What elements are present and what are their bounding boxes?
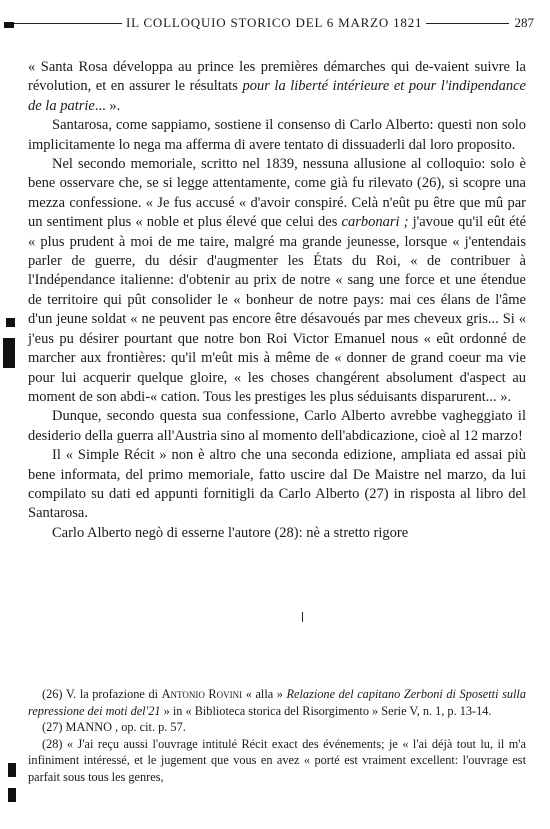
footnote-27: (27) MANNO , op. cit. p. 57. bbox=[42, 720, 186, 735]
paragraph-santarosa: Santarosa, come sappiamo, sostiene il consenso di Carlo Alberto: questi non solo implicitamente lo nega ma afferma di avere tentato di dissuaderli dal loro proposito. bbox=[28, 117, 526, 153]
text-cursor-mark bbox=[302, 612, 303, 622]
page-number: 287 bbox=[509, 15, 535, 31]
footnote-28: (28) « J'ai reçu aussi l'ouvrage intitulé Récit exact des événements; je « l'ai déjà tout lu, il m'a infiniment intéressé, et le jugement que vous en avez « porté est vraiment excellent: l'ouvrage est parfait sous tous les genres, bbox=[28, 736, 526, 784]
header-title: IL COLLOQUIO STORICO DEL 6 MARZO 1821 bbox=[122, 15, 426, 31]
quote-italic-text: pour la liberté intérieure et pour l'indipendance de la patrie bbox=[28, 78, 526, 114]
paragraph-text: Nel secondo memoriale, scritto nel 1839, nessuna allusione al colloquio: solo è bene osservare che, se si legge attentamente, come già fu rilevato (26), si scopre una mezza confessione. « Je fus accusé « d'avoir conspiré. Celà n'eût pu être que mû par un sentiment plus « noble et plus élevé que celui des bbox=[28, 156, 526, 231]
scan-artifact bbox=[4, 22, 14, 28]
paragraph-text-rest: j'avoue qu'il eût été « plus prudent à moi de me taire, malgré ma grande jeunesse, lorsque « j'entendais parler de guerre, du désir d'augmenter les États du Roi, « de contribuer à l'Indépendance italienne: d'obtenir au prix de notre « sang une force et une étendue de territoire qui pût consolider le « bonheur de notre pays: mai ces élans de l'âme d'un jeune soldat « ne peuvent pas encore être désavoués par mes cheveux gris... Si « j'eus pu désirer pourtant que notre bon Roi Victor Emanuel nous « eût ordonné de marcher aux frontières: qu'il m'eût mis à même de « donner de grand coeur ma vie pour lui acquerir quelque gloire, « les choses changérent absolument d'aspect au moment de son abdi-« cation. Tous les prestiges les plus séduisants disparurent... ». bbox=[28, 214, 527, 405]
scan-artifact bbox=[8, 763, 16, 777]
footnote-text: (26) V. la profazione di bbox=[42, 687, 159, 701]
quote-end: ... ». bbox=[94, 97, 121, 114]
quote-santa-rosa bbox=[28, 58, 526, 116]
footnote-author: Antonio Rovini bbox=[161, 687, 243, 701]
quote-text: « Santa Rosa développa au prince les premières démarches qui de-vaient suivre la révolution, et en assurer le résultats bbox=[28, 59, 526, 95]
footnote-italic-title: Relazione del capitano Zerboni di Sposetti sulla repressione dei moti del'21 bbox=[28, 687, 526, 718]
main-text bbox=[28, 58, 526, 543]
scan-artifact bbox=[6, 318, 15, 327]
footnote-26 bbox=[28, 686, 526, 719]
paragraph-simple-recit: Il « Simple Récit » non è altro che una seconda edizione, ampliata ed assai più bene informata, del primo memoriale, fatto uscire dal De Maistre nel marzo, da lui compilato su dati ed appunti fornitigli da Carlo Alberto (27) in risposta al libro del Santarosa. bbox=[28, 447, 526, 522]
footnote-text-c: » in « Biblioteca storica del Risorgimento » Serie V, n. 1, p. 13-14. bbox=[163, 703, 492, 718]
running-header bbox=[10, 13, 534, 39]
footnote-text-b: « alla » bbox=[245, 687, 283, 701]
paragraph-dunque: Dunque, secondo questa sua confessione, Carlo Alberto avrebbe vagheggiato il desiderio della guerra all'Austria sino al momento dell'abdicazione, cioè al 12 marzo! bbox=[28, 408, 526, 444]
scan-artifact bbox=[3, 338, 15, 368]
paragraph-secondo-memoriale bbox=[28, 155, 526, 407]
paragraph-carlo-alberto: Carlo Alberto negò di esserne l'autore (28): nè a stretto rigore bbox=[52, 524, 409, 541]
italic-carbonari: carbonari ; bbox=[341, 214, 409, 231]
footnotes bbox=[28, 686, 526, 786]
scan-artifact bbox=[8, 788, 16, 802]
